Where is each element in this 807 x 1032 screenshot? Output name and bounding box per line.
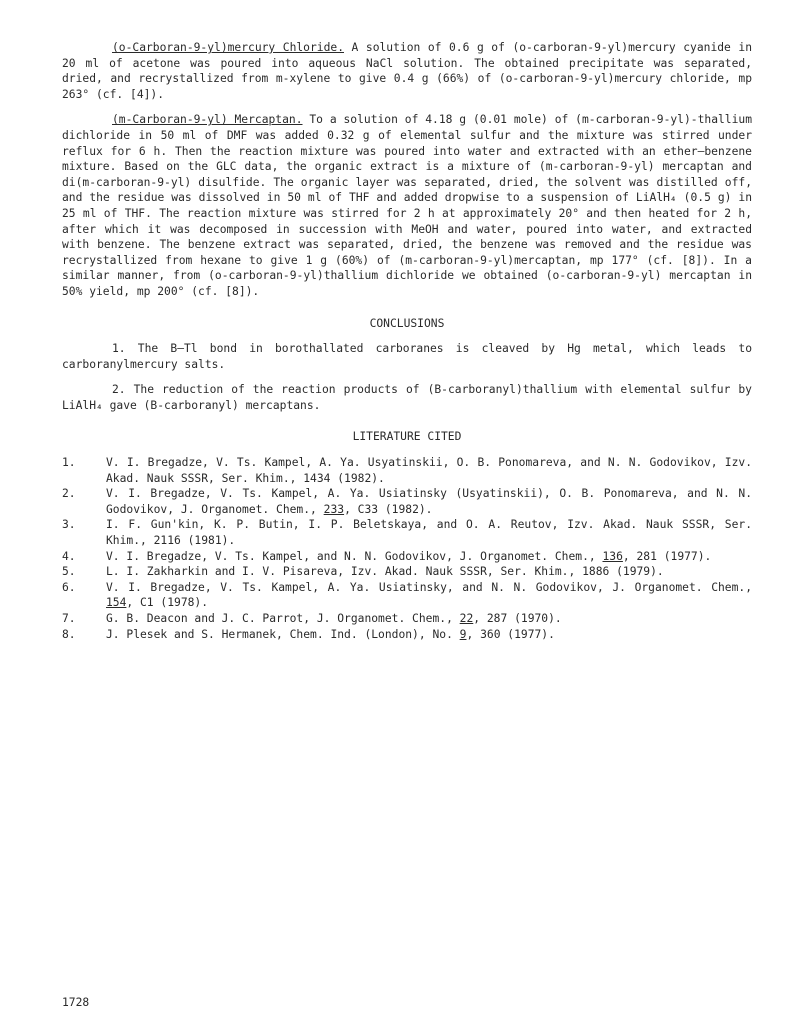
compound-title: (o-Carboran-9-yl)mercury Chloride. (112, 41, 344, 54)
reference-item (62, 549, 752, 565)
reference-tail: , C1 (1978). (126, 596, 209, 610)
reference-item (62, 564, 752, 580)
conclusions-heading: CONCLUSIONS (369, 316, 445, 330)
paragraph-text: To a solution of 4.18 g (0.01 mole) of (m-carboran-9-yl)-thallium dichloride in 50 ml of DMF was added 0.32 g of elemental sulfur and the mixture was stirred under reflux for 6 h. Then the reaction mixture was poured into water and extracted with an ether–benzene mixture. Based on the GLC data, the organic extract is a mixture of (m-carboran-9-yl) mercaptan and di(m-carboran-9-yl) disulfide. The organic layer was separated, dried, the solvent was distilled off, and the residue was dissolved in 50 ml of THF and added dropwise to a suspension of LiAlH₄ (0.5 g) in 25 ml of THF. The reaction mixture was stirred for 2 h at approximately 20° and then heated for 2 h, after which it was decomposed in succession with MeOH and water, poured into water, and extracted with benzene. The benzene extract was separated, dried, the benzene was removed and the residue was recrystallized from hexane to give 1 g (60%) of (m-carboran-9-yl)mercaptan, mp 177° (cf. [8]). In a similar manner, from (o-carboran-9-yl)thallium dichloride we obtained (o-carboran-9-yl) mercaptan in 50% yield, mp 200° (cf. [8]). (62, 113, 752, 298)
reference-number: 8. (62, 627, 76, 641)
reference-number: 7. (62, 612, 76, 625)
reference-number: 5. (62, 565, 76, 579)
reference-text: I. F. Gun'kin, K. P. Butin, I. P. Beletskaya, and O. A. Reutov, Izv. Akad. Nauk SSSR, Ser. Khim., 2116 (1981). (106, 518, 752, 548)
reference-item (62, 611, 752, 627)
reference-tail: , C33 (1982). (344, 502, 433, 516)
reference-number: 1. (62, 456, 76, 470)
references-heading: LITERATURE CITED (352, 430, 462, 444)
paragraph-text: A solution of 0.6 g of (o-carboran-9-yl)mercury cyanide in 20 ml of acetone was poured into aqueous NaCl solution. The obtained precipitate was separated, dried, and recrystallized from m-xylene to give 0.4 g (66%) of (o-carboran-9-yl)mercury chloride, mp 263° (cf. [4]). (62, 41, 752, 101)
experimental-paragraph-mercury-chloride (62, 40, 752, 102)
page-body (62, 40, 752, 642)
reference-tail: , 281 (1977). (622, 549, 712, 563)
reference-text: V. I. Bregadze, V. Ts. Kampel, A. Ya. Usiatinsky, and N. N. Godovikov, J. Organomet. Chem., (106, 580, 752, 594)
reference-tail: , 360 (1977). (466, 627, 555, 641)
reference-text: V. I. Bregadze, V. Ts. Kampel, and N. N. Godovikov, J. Organomet. Chem., (106, 549, 603, 563)
reference-volume: 136 (602, 549, 623, 563)
reference-text: V. I. Bregadze, V. Ts. Kampel, A. Ya. Usyatinskii, O. B. Ponomareva, and N. N. Godovikov, Izv. Akad. Nauk SSSR, Ser. Khim., 1434 (1982). (106, 456, 752, 485)
reference-tail: , 287 (1970). (473, 612, 562, 625)
conclusion-item: 1. The B–Tl bond in borothallated carboranes is cleaved by Hg metal, which leads to carboranylmercury salts. (62, 342, 752, 371)
references-list (62, 455, 752, 642)
reference-text: L. I. Zakharkin and I. V. Pisareva, Izv. Akad. Nauk SSSR, Ser. Khim., 1886 (1979). (106, 565, 664, 579)
reference-item (62, 455, 752, 486)
reference-number: 6. (62, 580, 76, 594)
experimental-paragraph-mercaptan (62, 112, 752, 299)
reference-item (62, 627, 752, 643)
reference-item (62, 486, 752, 517)
reference-number: 3. (62, 518, 76, 532)
reference-number: 4. (62, 549, 76, 563)
page-number: 1728 (62, 996, 90, 1009)
reference-volume: 9 (459, 627, 467, 641)
reference-item (62, 517, 752, 548)
reference-text: J. Plesek and S. Hermanek, Chem. Ind. (London), No. (106, 627, 460, 641)
reference-text: V. I. Bregadze, V. Ts. Kampel, A. Ya. Usiatinsky (Usyatinskii), O. B. Ponomareva, and N. N. Godovikov, J. Organomet. Chem., (106, 487, 752, 516)
reference-item (62, 580, 752, 611)
reference-volume: 22 (459, 612, 474, 625)
reference-text: G. B. Deacon and J. C. Parrot, J. Organomet. Chem., (106, 612, 460, 625)
reference-volume: 154 (106, 596, 127, 610)
compound-title: (m-Carboran-9-yl) Mercaptan. (112, 113, 303, 127)
conclusion-item: 2. The reduction of the reaction products of (B-carboranyl)thallium with elemental sulfur by LiAlH₄ gave (B-carboranyl) mercaptans. (62, 383, 752, 412)
reference-number: 2. (62, 487, 76, 501)
reference-volume: 233 (323, 502, 345, 516)
